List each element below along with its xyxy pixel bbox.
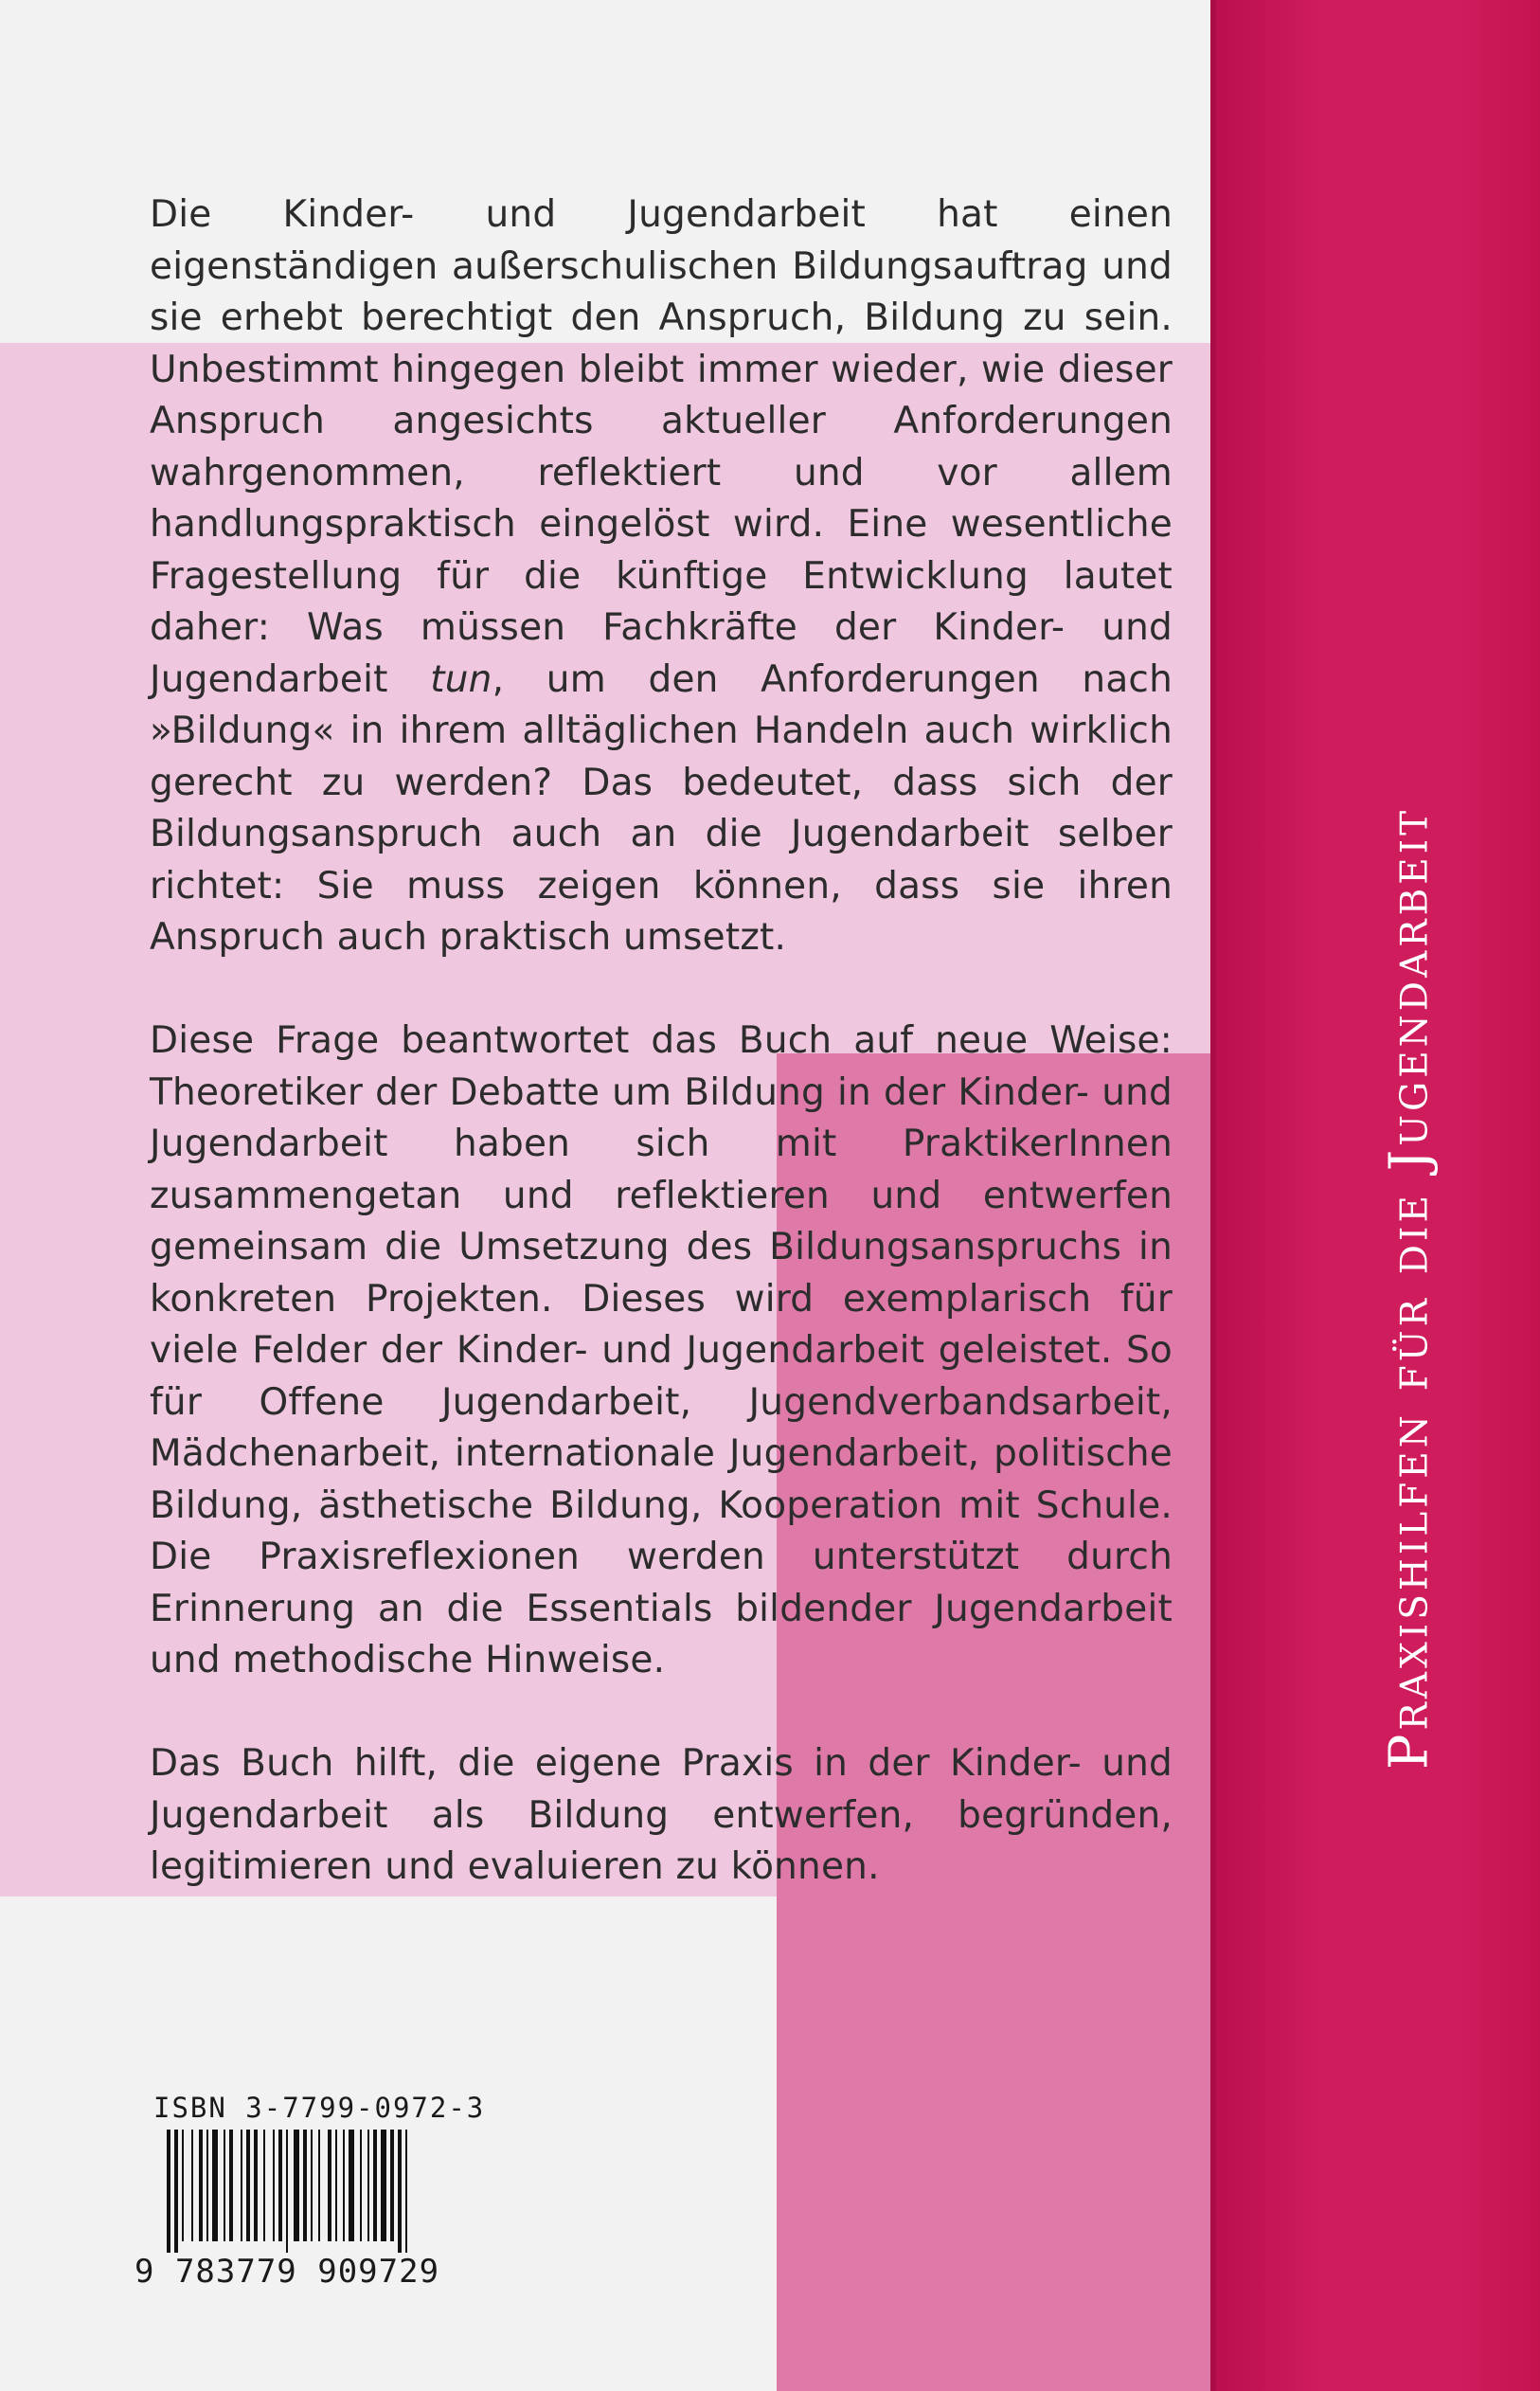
barcode-bar — [254, 2130, 258, 2241]
barcode-bar — [167, 2130, 170, 2253]
barcode-bar — [263, 2130, 265, 2241]
barcode — [167, 2130, 428, 2253]
blurb-paragraph-1-part-b: , um den Anforderungen nach »Bildung« in ihrem alltäglichen Handeln auch wirklich gerecht zu werden? Das bedeutet, dass sich der Bildungsanspruch auch an die Jugendarbeit selber richtet: Sie muss zeigen können, dass sie ihren Anspruch auch praktisch umsetzt. — [150, 657, 1173, 959]
barcode-bar — [294, 2130, 299, 2241]
barcode-bar — [191, 2130, 193, 2241]
barcode-bar — [349, 2130, 354, 2241]
barcode-number: 9 783779 909729 — [134, 2253, 440, 2291]
barcode-bar — [229, 2130, 233, 2241]
barcode-bar — [241, 2130, 242, 2241]
barcode-bar — [373, 2130, 377, 2241]
blurb-paragraph-1 — [150, 189, 1173, 964]
barcode-bar — [343, 2130, 345, 2241]
blurb-paragraph-3: Das Buch hilft, die eigene Praxis in der Kinder- und Jugendarbeit als Bildung entwerfen, begründen, legitimieren und evaluieren zu können. — [150, 1742, 1173, 1888]
isbn-label: ISBN 3-7799-0972-3 — [153, 2092, 486, 2124]
barcode-bar — [303, 2130, 307, 2241]
barcode-bar — [318, 2130, 320, 2241]
book-spine — [1210, 0, 1540, 2391]
barcode-bar — [278, 2130, 282, 2241]
blurb-emphasis: tun — [430, 657, 492, 701]
barcode-bar — [335, 2130, 337, 2241]
barcode-bar — [398, 2130, 402, 2253]
barcode-bar — [174, 2130, 178, 2253]
barcode-bar — [405, 2130, 407, 2253]
barcode-bar — [286, 2130, 288, 2253]
blurb — [150, 189, 1173, 1894]
barcode-bar — [212, 2130, 218, 2241]
blurb-paragraph-1-part-a: Die Kinder- und Jugendarbeit hat einen eigenständigen außerschulischen Bildungsauftrag und sie erhebt berechtigt den Anspruch, Bildung zu sein. Unbestimmt hingegen bleibt immer wieder, wie dieser Anspruch angesichts aktueller Anforderungen wahrgenommen, reflektiert und vor allem handlungspraktisch eingelöst wird. Eine wesentliche Fragestellung für die künftige Entwicklung lautet daher: Was müssen Fachkräfte der Kinder- und Jugendarbeit — [150, 193, 1173, 701]
barcode-bar — [182, 2130, 184, 2241]
spine-edge — [1210, 0, 1216, 2391]
barcode-bar — [246, 2130, 250, 2241]
barcode-bar — [224, 2130, 225, 2241]
barcode-bar — [311, 2130, 313, 2241]
barcode-bar — [199, 2130, 203, 2241]
barcode-bar — [328, 2130, 331, 2241]
barcode-bar — [273, 2130, 275, 2241]
blurb-paragraph-2: Diese Frage beantwortet das Buch auf neue Weise: Theoretiker der Debatte um Bildung in der Kinder- und Jugendarbeit haben sich mit PraktikerInnen zusammengetan und reflektieren und entwerfen gemeinsam die Umsetzung des Bildungsanspruchs in konkreten Projekten. Dieses wird exemplarisch für viele Felder der Kinder- und Jugendarbeit geleistet. So für Offene Jugendarbeit, Jugendverbandsarbeit, Mädchenarbeit, internationale Jugendarbeit, politische Bildung, ästhetische Bildung, Kooperation mit Schule. Die Praxisreflexionen werden unterstützt durch Erinnerung an die Essentials bildender Jugendarbeit und methodische Hinweise. — [150, 1019, 1173, 1681]
barcode-bar — [360, 2130, 362, 2241]
barcode-bar — [381, 2130, 386, 2241]
barcode-bar — [206, 2130, 208, 2241]
barcode-bar — [367, 2130, 369, 2241]
spine-series-title: Praxishilfen für die Jugendarbeit — [1378, 806, 1441, 1771]
barcode-bar — [390, 2130, 394, 2241]
